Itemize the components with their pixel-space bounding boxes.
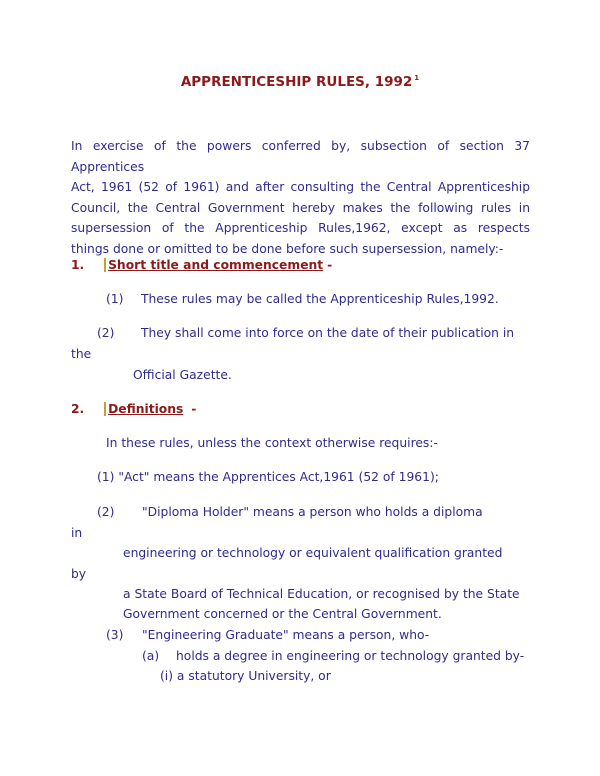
- preamble-line: Council, the Central Government hereby makes the following rules in: [71, 200, 530, 215]
- definitions-intro: In these rules, unless the context otherwise requires:-: [106, 436, 438, 450]
- preamble-line: Act, 1961 (52 of 1961) and after consulting the Central Apprenticeship: [71, 180, 530, 195]
- definition-wrap: in: [71, 526, 83, 540]
- title-footnote: 1: [414, 74, 420, 82]
- definition-text: "Diploma Holder" means a person who holds a diploma: [142, 505, 483, 519]
- section-dash: -: [191, 402, 197, 416]
- definition-number: (3): [106, 628, 124, 642]
- section-1-heading: [71, 257, 332, 273]
- title-text: APPRENTICESHIP RULES, 1992: [180, 74, 413, 90]
- rule-text: They shall come into force on the date of their publication in: [141, 326, 515, 340]
- rule-number: (1): [106, 292, 124, 306]
- definition-text: "Engineering Graduate" means a person, who-: [142, 628, 430, 642]
- definition-text: engineering or technology or equivalent qualification granted: [123, 546, 503, 560]
- sub-sub-clause-text: (i) a statutory University, or: [160, 669, 331, 683]
- section-dash: -: [327, 258, 333, 272]
- section-title: Short title and commencement: [104, 258, 323, 272]
- rule-text-wrap: the: [71, 347, 92, 361]
- document-title: [0, 69, 600, 91]
- preamble-line: supersession of the Apprenticeship Rules,1962, except as respects: [71, 221, 530, 236]
- preamble-paragraph: [71, 136, 530, 260]
- preamble-line: things done or omitted to be done before such supersession, namely:-: [71, 241, 504, 256]
- section-title: Definitions: [104, 402, 183, 416]
- section-number: 2.: [71, 402, 85, 416]
- definition-wrap: by: [71, 567, 87, 581]
- rule-number: (2): [97, 326, 115, 340]
- section-2-heading: [71, 401, 196, 417]
- definition-text: a State Board of Technical Education, or recognised by the State: [123, 587, 520, 601]
- definition-act: (1) "Act" means the Apprentices Act,1961 (52 of 1961);: [97, 470, 439, 484]
- section-number: 1.: [71, 258, 85, 272]
- definition-number: (2): [97, 505, 115, 519]
- sub-clause-number: (a): [142, 649, 160, 663]
- sub-clause-text: holds a degree in engineering or technology granted by-: [176, 649, 525, 663]
- preamble-line: In exercise of the powers conferred by, subsection of section 37 Apprentices: [71, 139, 530, 174]
- definition-text: Government concerned or the Central Government.: [123, 607, 442, 621]
- rule-text-cont: Official Gazette.: [133, 368, 232, 382]
- rule-text: These rules may be called the Apprenticeship Rules,1992.: [141, 292, 499, 306]
